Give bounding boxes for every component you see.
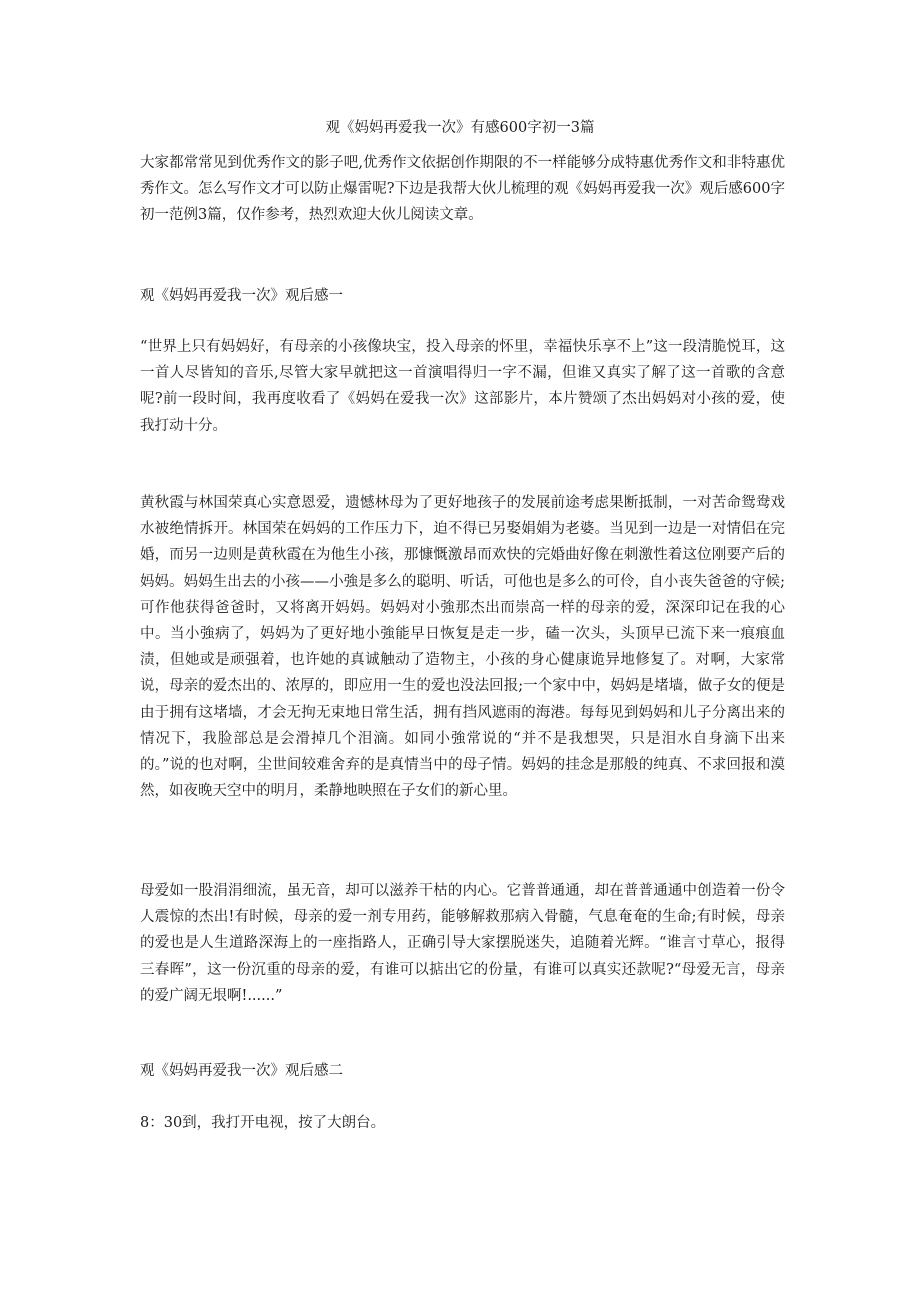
section1-paragraph-3: 母爱如一股涓涓细流，虽无音，却可以滋养干枯的内心。它普普通通，却在普普通通中创造着一份令人震惊的杰出!有时候，母亲的爱一剂专用药，能够解救那病入骨髓，气息奄奄的生命;有时候，母亲的爱也是人生道路深海上的一座指路人，正确引导大家摆脱迷失，追随着光辉。“谁言寸草心，报得三春晖”，这一份沉重的母亲的爱，有谁可以掂出它的份量，有谁可以真实还款呢?“母爱无言，母亲的爱广阔无垠啊!......” [140, 883, 785, 1004]
intro-paragraph: 大家都常常见到优秀作文的影子吧,优秀作文依据创作期限的不一样能够分成特惠优秀作文和非特惠优秀作文。怎么写作文才可以防止爆雷呢?下边是我帮大伙儿梳理的观《妈妈再爱我一次》观后感600字初一范例3篇，仅作参考，热烈欢迎大伙儿阅读文章。 [140, 155, 785, 224]
document-title: 观《妈妈再爱我一次》有感600字初一3篇 [325, 120, 595, 136]
section1-paragraph-2: 黄秋霞与林国荣真心实意恩爱，遗憾林母为了更好地孩子的发展前途考虑果断抵制，一对苦命鸳鸯戏水被绝情拆开。林国荣在妈妈的工作压力下，迫不得已另娶娟娟为老婆。当见到一边是一对情侣在完婚，而另一边则是黄秋霞在为他生小孩，那慷慨激昂而欢快的完婚曲好像在刺激性着这位刚要产后的妈妈。妈妈生出去的小孩——小強是多么的聪明、听话，可他也是多么的可伶，自小丧失爸爸的守候;可作他获得爸爸时，又将离开妈妈。妈妈对小強那杰出而崇高一样的母亲的爱，深深印记在我的心中。当小強病了，妈妈为了更好地小強能早日恢复是走一步，磕一次头，头顶早已流下来一痕痕血渍，但她或是顽强着，也许她的真诚触动了造物主，小孩的身心健康诡异地修复了。对啊，大家常说，母亲的爱杰出的、浓厚的，即应用一生的爱也没法回报;一个家中中，妈妈是堵墙，做子女的便是由于拥有这堵墙，才会无拘无束地日常生活，拥有挡风遮雨的海港。每每见到妈妈和儿子分离出来的情况下，我脸部总是会滑掉几个泪滴。如同小強常说的“并不是我想哭，只是泪水自身滴下出来的。”说的也对啊，尘世间较难舍弃的是真情当中的母子情。妈妈的挂念是那般的纯真、不求回报和漠然，如夜晚天空中的明月，柔静地映照在子女们的新心里。 [140, 495, 785, 800]
section-heading-1: 观《妈妈再爱我一次》观后感一 [140, 288, 343, 304]
section1-paragraph-1: “世界上只有妈妈好，有母亲的小孩像块宝，投入母亲的怀里，幸福快乐享不上”这一段清脆悦耳，这一首人尽皆知的音乐,尽管大家早就把这一首演唱得归一字不漏，但谁又真实了解了这一首歌的含意呢?前一段时间，我再度收看了《妈妈在爱我一次》这部影片，本片赞颂了杰出妈妈对小孩的爱，使我打动十分。 [140, 339, 785, 434]
section2-paragraph-1: 8：30到，我打开电视，按了大朗台。 [140, 1115, 386, 1131]
section-heading-2: 观《妈妈再爱我一次》观后感二 [140, 1063, 343, 1079]
